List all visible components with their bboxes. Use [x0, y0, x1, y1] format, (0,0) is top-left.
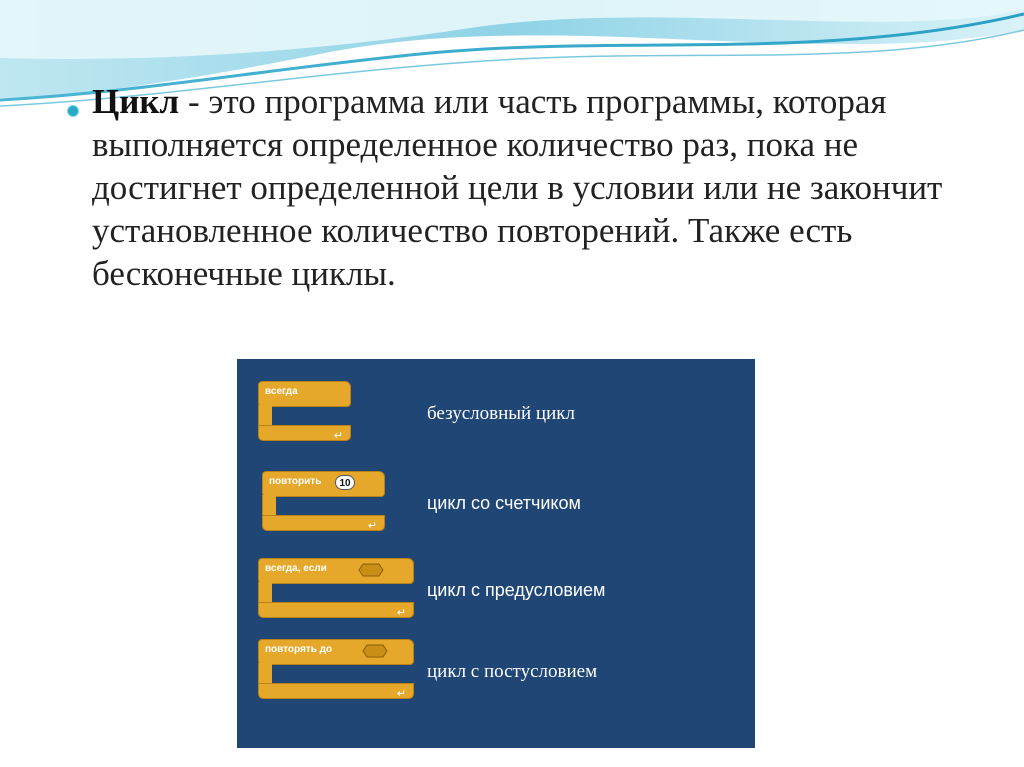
condition-slot-icon[interactable]	[358, 563, 384, 577]
loop-arrow-icon: ↵	[396, 687, 406, 700]
loop-row-repeat	[237, 471, 755, 541]
loop-arrow-icon: ↵	[333, 429, 343, 442]
loop-label-repeat-until: цикл с постусловием	[427, 661, 598, 682]
repeat-block	[262, 471, 385, 533]
loop-label-repeat: цикл со счетчиком	[427, 493, 581, 513]
forever-block-keyword: всегда	[265, 386, 298, 397]
definition-text	[92, 80, 952, 295]
loop-types-panel	[237, 359, 755, 748]
forever-block	[258, 381, 351, 443]
repeat-until-block-keyword: повторять до	[265, 644, 333, 655]
repeat-until-block	[258, 639, 414, 701]
loop-label-forever-if: цикл с предусловием	[427, 580, 606, 600]
loop-arrow-icon: ↵	[396, 606, 406, 619]
definition-block	[68, 80, 968, 295]
loop-row-forever-if	[237, 558, 755, 628]
forever-if-block	[258, 558, 414, 620]
bullet-item	[68, 80, 968, 295]
repeat-count-field[interactable]: 10	[335, 475, 355, 490]
repeat-block-keyword: повторить	[269, 476, 322, 487]
loop-label-forever: безусловный цикл	[427, 403, 575, 424]
bullet-dot-icon	[68, 106, 78, 116]
forever-if-block-keyword: всегда, если	[265, 563, 327, 574]
loop-row-forever	[237, 381, 755, 451]
condition-slot-icon[interactable]	[362, 644, 388, 658]
definition-term: Цикл	[92, 82, 180, 121]
loop-arrow-icon: ↵	[367, 519, 377, 532]
definition-body: - это программа или часть программы, которая выполняется определенное количество раз, пока не достигнет определенной цели в условии или не закончит установленное количество повторений. Также есть бесконечные циклы.	[92, 82, 943, 293]
loop-row-repeat-until	[237, 639, 755, 709]
